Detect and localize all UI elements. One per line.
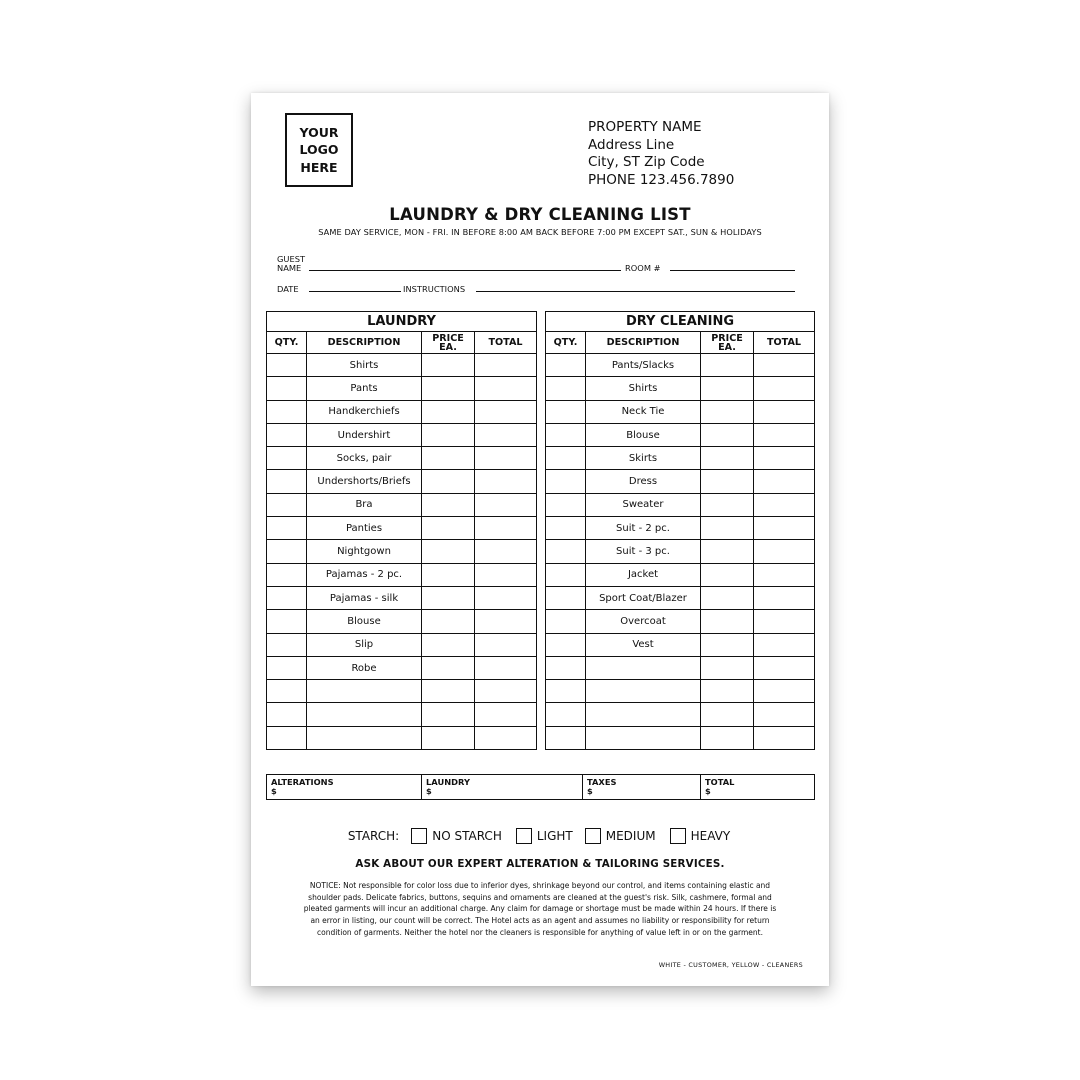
price-cell[interactable] xyxy=(701,586,754,609)
price-cell[interactable] xyxy=(422,563,475,586)
price-cell[interactable] xyxy=(701,633,754,656)
alterations-total-cell[interactable] xyxy=(267,775,422,800)
date-label: DATE xyxy=(277,284,299,294)
total-cell[interactable] xyxy=(754,586,815,609)
qty-cell[interactable] xyxy=(546,703,586,726)
qty-cell[interactable] xyxy=(267,354,307,377)
qty-cell[interactable] xyxy=(267,447,307,470)
price-cell[interactable] xyxy=(701,517,754,540)
price-cell[interactable] xyxy=(422,656,475,679)
price-cell[interactable] xyxy=(422,400,475,423)
no-starch-label: NO STARCH xyxy=(432,829,502,843)
description-cell: Socks, pair xyxy=(307,447,422,470)
laundry-table xyxy=(266,311,537,750)
table-row xyxy=(546,586,815,609)
price-cell[interactable] xyxy=(701,354,754,377)
description-cell: Blouse xyxy=(307,610,422,633)
table-row xyxy=(546,470,815,493)
qty-cell[interactable] xyxy=(546,633,586,656)
qty-cell[interactable] xyxy=(546,610,586,633)
table-row xyxy=(267,354,537,377)
copy-distribution-note: WHITE - CUSTOMER, YELLOW - CLEANERS xyxy=(658,961,803,969)
dry-cleaning-title: DRY CLEANING xyxy=(546,312,815,332)
property-city: City, ST Zip Code xyxy=(588,154,705,171)
no-starch-checkbox[interactable] xyxy=(411,828,427,844)
price-cell[interactable] xyxy=(701,726,754,749)
qty-cell[interactable] xyxy=(267,633,307,656)
price-cell[interactable] xyxy=(422,610,475,633)
price-cell[interactable] xyxy=(422,354,475,377)
price-cell[interactable] xyxy=(701,493,754,516)
description-cell xyxy=(307,680,422,703)
price-cell[interactable] xyxy=(701,447,754,470)
logo-line: LOGO xyxy=(299,142,339,158)
description-cell: Skirts xyxy=(586,447,701,470)
notice-line: an error in listing, our count will be correct. The Hotel acts as an agent and assumes no liability or responsibility for return xyxy=(310,916,770,926)
price-header xyxy=(422,332,475,354)
taxes-cell[interactable] xyxy=(583,775,701,800)
qty-cell[interactable] xyxy=(267,726,307,749)
total-cell[interactable] xyxy=(475,680,537,703)
qty-cell[interactable] xyxy=(267,610,307,633)
total-header: TOTAL xyxy=(754,332,815,354)
logo-line: YOUR xyxy=(299,124,339,140)
instructions-field[interactable] xyxy=(476,291,795,292)
table-row xyxy=(267,633,537,656)
description-cell xyxy=(586,703,701,726)
table-row xyxy=(267,517,537,540)
laundry-title: LAUNDRY xyxy=(267,312,537,332)
table-row xyxy=(267,703,537,726)
qty-cell[interactable] xyxy=(546,470,586,493)
qty-cell[interactable] xyxy=(546,656,586,679)
qty-cell[interactable] xyxy=(267,586,307,609)
tailoring-promo: ASK ABOUT OUR EXPERT ALTERATION & TAILORING SERVICES. xyxy=(355,858,725,870)
property-contact xyxy=(588,119,734,189)
form-title: LAUNDRY & DRY CLEANING LIST xyxy=(389,205,691,224)
light-starch-label: LIGHT xyxy=(536,829,573,843)
qty-cell[interactable] xyxy=(267,563,307,586)
guest-name-label xyxy=(277,255,305,273)
price-header-line2: EA. xyxy=(439,341,457,353)
total-cell[interactable] xyxy=(754,656,815,679)
price-cell[interactable] xyxy=(701,563,754,586)
price-cell[interactable] xyxy=(422,493,475,516)
table-row xyxy=(267,656,537,679)
laundry-form-sheet xyxy=(251,93,829,986)
starch-options xyxy=(251,828,829,844)
table-row xyxy=(546,563,815,586)
logo-line: HERE xyxy=(300,159,338,175)
property-name: PROPERTY NAME xyxy=(588,119,702,135)
currency-sign: $ xyxy=(587,785,593,796)
liability-notice xyxy=(285,880,795,939)
total-cell[interactable] xyxy=(754,493,815,516)
notice-line: NOTICE: Not responsible for color loss due to inferior dyes, shrinkage beyond our control, and items containing elastic and xyxy=(309,881,771,890)
description-cell: Pants/Slacks xyxy=(586,354,701,377)
starch-label: STARCH: xyxy=(347,829,400,843)
price-header-line1: PRICE xyxy=(432,332,464,344)
description-cell: Blouse xyxy=(586,423,701,446)
description-cell: Jacket xyxy=(586,563,701,586)
qty-cell[interactable] xyxy=(267,377,307,400)
total-cell[interactable] xyxy=(475,703,537,726)
qty-cell[interactable] xyxy=(267,423,307,446)
notice-line: pleated garments will incur an additional charge. Any claim for damage or shortage must be made within 24 hours. If there is xyxy=(303,904,777,914)
qty-cell[interactable] xyxy=(546,400,586,423)
currency-sign: $ xyxy=(705,785,711,796)
medium-starch-label: MEDIUM xyxy=(605,829,656,843)
heavy-starch-checkbox[interactable] xyxy=(670,828,686,844)
total-cell[interactable] xyxy=(475,447,537,470)
price-cell[interactable] xyxy=(422,633,475,656)
logo-placeholder xyxy=(285,113,353,187)
qty-cell[interactable] xyxy=(546,586,586,609)
description-header: DESCRIPTION xyxy=(586,332,701,354)
price-cell[interactable] xyxy=(422,517,475,540)
qty-cell[interactable] xyxy=(546,726,586,749)
price-cell[interactable] xyxy=(422,680,475,703)
total-cell[interactable] xyxy=(475,400,537,423)
table-row xyxy=(546,354,815,377)
price-cell[interactable] xyxy=(701,377,754,400)
room-label: ROOM # xyxy=(625,263,661,273)
laundry-total-label: LAUNDRY xyxy=(426,777,470,787)
price-cell[interactable] xyxy=(701,423,754,446)
total-cell[interactable] xyxy=(754,354,815,377)
total-cell[interactable] xyxy=(475,540,537,563)
description-cell: Panties xyxy=(307,517,422,540)
price-cell[interactable] xyxy=(701,470,754,493)
total-cell[interactable] xyxy=(754,470,815,493)
table-row xyxy=(267,726,537,749)
qty-cell[interactable] xyxy=(546,493,586,516)
total-cell[interactable] xyxy=(754,680,815,703)
description-cell: Shirts xyxy=(307,354,422,377)
table-row xyxy=(546,517,815,540)
total-cell[interactable] xyxy=(475,470,537,493)
table-row xyxy=(267,447,537,470)
description-cell xyxy=(307,703,422,726)
table-row xyxy=(546,726,815,749)
table-row xyxy=(267,470,537,493)
description-cell: Nightgown xyxy=(307,540,422,563)
qty-cell[interactable] xyxy=(267,400,307,423)
qty-cell[interactable] xyxy=(546,517,586,540)
laundry-total-cell[interactable] xyxy=(422,775,583,800)
total-cell[interactable] xyxy=(754,703,815,726)
description-cell xyxy=(307,726,422,749)
property-address: Address Line xyxy=(588,136,675,153)
total-cell[interactable] xyxy=(475,586,537,609)
total-cell[interactable] xyxy=(475,354,537,377)
price-cell[interactable] xyxy=(422,377,475,400)
price-header-line2: EA. xyxy=(718,341,736,353)
table-row xyxy=(546,423,815,446)
description-cell: Shirts xyxy=(586,377,701,400)
name-label-line: NAME xyxy=(277,263,302,273)
property-phone: PHONE 123.456.7890 xyxy=(588,171,735,188)
qty-cell[interactable] xyxy=(546,680,586,703)
table-row xyxy=(267,400,537,423)
totals-table xyxy=(266,774,815,800)
table-row xyxy=(267,423,537,446)
qty-header: QTY. xyxy=(546,332,586,354)
table-row xyxy=(546,680,815,703)
price-cell[interactable] xyxy=(701,540,754,563)
description-cell: Pants xyxy=(307,377,422,400)
notice-line: condition of garments. Neither the hotel nor the cleaners is responsible for anything of value left in or on the garment. xyxy=(316,927,763,937)
qty-cell[interactable] xyxy=(267,703,307,726)
total-cell[interactable] xyxy=(475,563,537,586)
price-cell[interactable] xyxy=(701,680,754,703)
guest-label-line: GUEST xyxy=(277,254,306,264)
light-starch-checkbox[interactable] xyxy=(516,828,532,844)
total-cell[interactable] xyxy=(475,610,537,633)
total-cell[interactable] xyxy=(754,633,815,656)
total-cell[interactable] xyxy=(754,610,815,633)
total-cell[interactable] xyxy=(475,633,537,656)
price-cell[interactable] xyxy=(422,470,475,493)
description-cell: Slip xyxy=(307,633,422,656)
heavy-starch-label: HEAVY xyxy=(690,829,731,843)
currency-sign: $ xyxy=(426,785,432,796)
description-cell xyxy=(586,726,701,749)
price-cell[interactable] xyxy=(701,656,754,679)
table-row xyxy=(546,493,815,516)
table-row xyxy=(267,586,537,609)
description-cell xyxy=(586,656,701,679)
alterations-label: ALTERATIONS xyxy=(271,777,334,787)
grand-total-cell[interactable] xyxy=(701,775,815,800)
qty-cell[interactable] xyxy=(546,540,586,563)
qty-cell[interactable] xyxy=(267,470,307,493)
total-cell[interactable] xyxy=(754,540,815,563)
table-row xyxy=(546,540,815,563)
description-cell: Pajamas - 2 pc. xyxy=(307,563,422,586)
total-cell[interactable] xyxy=(754,377,815,400)
total-cell[interactable] xyxy=(475,423,537,446)
qty-cell[interactable] xyxy=(267,656,307,679)
description-cell: Robe xyxy=(307,656,422,679)
description-cell: Pajamas - silk xyxy=(307,586,422,609)
price-cell[interactable] xyxy=(422,726,475,749)
description-cell: Undershirt xyxy=(307,423,422,446)
qty-header: QTY. xyxy=(267,332,307,354)
qty-cell[interactable] xyxy=(546,423,586,446)
description-cell: Suit - 2 pc. xyxy=(586,517,701,540)
table-row xyxy=(546,400,815,423)
instructions-label: INSTRUCTIONS xyxy=(403,284,466,294)
dry-cleaning-table xyxy=(545,311,815,750)
table-row xyxy=(546,610,815,633)
description-cell: Suit - 3 pc. xyxy=(586,540,701,563)
qty-cell[interactable] xyxy=(267,517,307,540)
total-cell[interactable] xyxy=(754,517,815,540)
table-row xyxy=(546,703,815,726)
notice-line: shoulder pads. Delicate fabrics, buttons, sequins and ornaments are cleaned at the guest's risk. Silk, cashmere, formal and xyxy=(308,892,772,902)
total-cell[interactable] xyxy=(754,447,815,470)
qty-cell[interactable] xyxy=(546,447,586,470)
qty-cell[interactable] xyxy=(267,680,307,703)
description-cell: Neck Tie xyxy=(586,400,701,423)
total-cell[interactable] xyxy=(754,563,815,586)
total-cell[interactable] xyxy=(475,656,537,679)
service-hours: SAME DAY SERVICE, MON - FRI. IN BEFORE 8:00 AM BACK BEFORE 7:00 PM EXCEPT SAT., SUN & HOLIDAYS xyxy=(318,227,762,237)
total-cell[interactable] xyxy=(475,377,537,400)
description-cell: Sport Coat/Blazer xyxy=(586,586,701,609)
guest-name-field[interactable] xyxy=(309,270,621,271)
price-cell[interactable] xyxy=(701,610,754,633)
grand-total-label: TOTAL xyxy=(705,777,735,787)
total-header: TOTAL xyxy=(475,332,537,354)
table-row xyxy=(267,680,537,703)
table-row xyxy=(546,377,815,400)
price-header-line1: PRICE xyxy=(711,332,743,344)
description-cell xyxy=(586,680,701,703)
total-cell[interactable] xyxy=(475,493,537,516)
medium-starch-checkbox[interactable] xyxy=(585,828,601,844)
table-row xyxy=(267,610,537,633)
price-cell[interactable] xyxy=(422,540,475,563)
qty-cell[interactable] xyxy=(546,354,586,377)
date-field[interactable] xyxy=(309,291,401,292)
price-cell[interactable] xyxy=(422,586,475,609)
total-cell[interactable] xyxy=(475,726,537,749)
price-cell[interactable] xyxy=(701,400,754,423)
description-cell: Handkerchiefs xyxy=(307,400,422,423)
price-cell[interactable] xyxy=(701,703,754,726)
description-header: DESCRIPTION xyxy=(307,332,422,354)
qty-cell[interactable] xyxy=(546,377,586,400)
qty-cell[interactable] xyxy=(267,540,307,563)
table-row xyxy=(267,563,537,586)
currency-sign: $ xyxy=(271,785,277,796)
total-cell[interactable] xyxy=(475,517,537,540)
description-cell: Sweater xyxy=(586,493,701,516)
total-cell[interactable] xyxy=(754,423,815,446)
description-cell: Bra xyxy=(307,493,422,516)
description-cell: Dress xyxy=(586,470,701,493)
taxes-label: TAXES xyxy=(587,777,617,787)
room-number-field[interactable] xyxy=(670,270,795,271)
price-cell[interactable] xyxy=(422,703,475,726)
table-row xyxy=(546,633,815,656)
price-header xyxy=(701,332,754,354)
price-cell[interactable] xyxy=(422,423,475,446)
description-cell: Undershorts/Briefs xyxy=(307,470,422,493)
total-cell[interactable] xyxy=(754,400,815,423)
table-row xyxy=(267,377,537,400)
table-row xyxy=(267,493,537,516)
table-row xyxy=(546,656,815,679)
total-cell[interactable] xyxy=(754,726,815,749)
description-cell: Vest xyxy=(586,633,701,656)
qty-cell[interactable] xyxy=(267,493,307,516)
description-cell: Overcoat xyxy=(586,610,701,633)
table-row xyxy=(267,540,537,563)
price-cell[interactable] xyxy=(422,447,475,470)
table-row xyxy=(546,447,815,470)
qty-cell[interactable] xyxy=(546,563,586,586)
